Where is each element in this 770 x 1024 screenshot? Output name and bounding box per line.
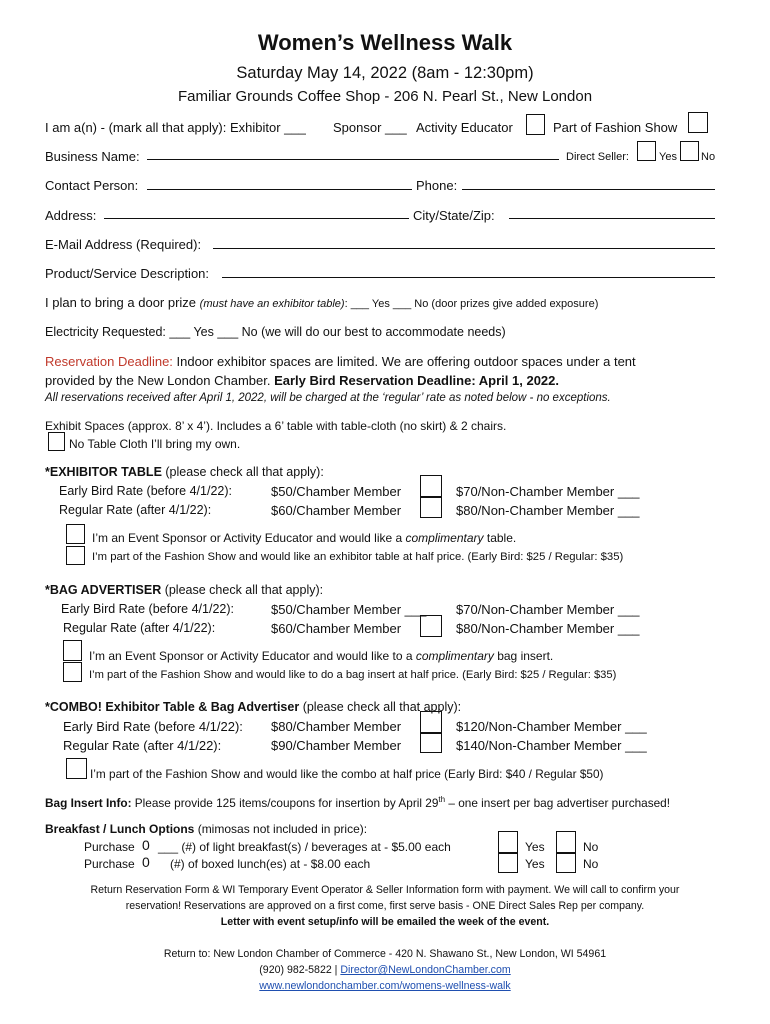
lunch-no-label: No bbox=[583, 857, 599, 871]
bag-early-non[interactable]: $70/Non-Chamber Member ___ bbox=[456, 602, 640, 617]
combo-early-label: Early Bird Rate (before 4/1/22): bbox=[63, 719, 243, 734]
exhibitor-early-non[interactable]: $70/Non-Chamber Member ___ bbox=[456, 484, 640, 499]
bag-sponsor-text: I’m an Event Sponsor or Activity Educator and would like to a bbox=[89, 649, 416, 663]
role-label: I am a(n) - (mark all that apply): Exhibitor ___ bbox=[45, 120, 306, 135]
direct-seller-no-checkbox[interactable] bbox=[680, 141, 699, 161]
electricity-line[interactable]: Electricity Requested: ___ Yes ___ No (we will do our best to accommodate needs) bbox=[45, 325, 506, 339]
contact-label: Contact Person: bbox=[45, 178, 139, 193]
breakfast-qty[interactable]: 0 bbox=[142, 837, 150, 853]
bag-advertiser-note: (please check all that apply): bbox=[161, 583, 324, 597]
reservation-provided-text: provided by the New London Chamber. bbox=[45, 373, 275, 388]
bag-advertiser-title: *BAG ADVERTISER bbox=[45, 583, 162, 597]
bag-sponsor-end: bag insert. bbox=[493, 649, 554, 663]
bag-regular-non[interactable]: $80/Non-Chamber Member ___ bbox=[456, 621, 640, 636]
no-tablecloth-label: No Table Cloth I’ll bring my own. bbox=[69, 437, 241, 451]
combo-title: *COMBO! Exhibitor Table & Bag Advertiser bbox=[45, 700, 300, 714]
product-label: Product/Service Description: bbox=[45, 266, 210, 281]
contact-input[interactable] bbox=[147, 177, 412, 190]
door-prize-note: (must have an exhibitor table) bbox=[199, 298, 345, 310]
breakfast-heading bbox=[45, 822, 367, 836]
chamber-email-link[interactable]: Director@NewLondonChamber.com bbox=[340, 964, 511, 976]
bag-advertiser-heading bbox=[45, 583, 323, 597]
combo-early-member-checkbox[interactable] bbox=[420, 711, 442, 733]
footer-line-1: Return Reservation Form & WI Temporary Event Operator & Seller Information form with payment. We will call to confirm your bbox=[90, 884, 680, 896]
combo-fashion-checkbox[interactable] bbox=[66, 758, 87, 779]
exhibitor-regular-non[interactable]: $80/Non-Chamber Member ___ bbox=[456, 503, 640, 518]
direct-seller-label: Direct Seller: bbox=[566, 151, 629, 163]
lunch-yes-checkbox[interactable] bbox=[498, 853, 518, 873]
bag-regular-member-checkbox[interactable] bbox=[420, 615, 442, 637]
bag-sponsor-checkbox[interactable] bbox=[63, 640, 82, 661]
footer-line-3: Letter with event setup/info will be emailed the week of the event. bbox=[220, 916, 550, 928]
breakfast-yes-label: Yes bbox=[525, 840, 545, 854]
exhibitor-early-label: Early Bird Rate (before 4/1/22): bbox=[59, 484, 232, 498]
lunch-purchase-label: Purchase bbox=[84, 857, 135, 871]
educator-checkbox[interactable] bbox=[526, 114, 545, 135]
breakfast-no-label: No bbox=[583, 840, 599, 854]
return-address: Return to: New London Chamber of Commerce - 420 N. Shawano St., New London, WI 54961 bbox=[163, 948, 607, 960]
fashion-checkbox[interactable] bbox=[688, 112, 708, 133]
lunch-qty[interactable]: 0 bbox=[142, 854, 150, 870]
bag-insert-text-end: – one insert per bag advertiser purchased! bbox=[445, 795, 671, 810]
direct-seller-yes-checkbox[interactable] bbox=[637, 141, 656, 161]
bag-insert-sup: th bbox=[438, 795, 446, 804]
lunch-yes-label: Yes bbox=[525, 857, 545, 871]
exhibitor-early-member-checkbox[interactable] bbox=[420, 475, 442, 497]
bag-fashion-line: I’m part of the Fashion Show and would like to do a bag insert at half price. (Early Bird: $25 / Regular: $35) bbox=[89, 669, 617, 681]
footer-line-2: reservation! Reservations are approved on a first come, first serve basis - ONE Direct Sales Rep per company. bbox=[125, 900, 645, 912]
email-label: E-Mail Address (Required): bbox=[45, 237, 202, 252]
combo-heading bbox=[45, 700, 461, 714]
reservation-line-2 bbox=[45, 373, 559, 388]
direct-seller-no-label: No bbox=[701, 151, 716, 163]
event-location: Familiar Grounds Coffee Shop - 206 N. Pearl St., New London bbox=[177, 88, 593, 105]
educator-option: Activity Educator bbox=[416, 120, 513, 135]
email-input[interactable] bbox=[213, 236, 715, 249]
reservation-note: All reservations received after April 1, 2022, will be charged at the ‘regular’ rate as noted below - no exceptions. bbox=[45, 392, 611, 404]
chamber-website-link[interactable]: www.newlondonchamber.com/womens-wellness-walk bbox=[259, 980, 511, 992]
breakfast-note: (mimosas not included in price): bbox=[194, 822, 368, 836]
phone-label: Phone: bbox=[416, 178, 458, 193]
early-bird-deadline: Early Bird Reservation Deadline: April 1, 2022. bbox=[274, 373, 560, 388]
business-input[interactable] bbox=[147, 147, 559, 160]
exhibitor-sponsor-complimentary: complimentary bbox=[405, 531, 484, 545]
page-title: Women’s Wellness Walk bbox=[257, 30, 513, 55]
breakfast-title: Breakfast / Lunch Options bbox=[45, 822, 195, 836]
combo-regular-label: Regular Rate (after 4/1/22): bbox=[63, 738, 222, 753]
exhibitor-fashion-line: I’m part of the Fashion Show and would like an exhibitor table at half price. (Early Bird: $25 / Regular: $35) bbox=[92, 551, 624, 563]
door-prize-options[interactable]: : ___ Yes ___ No (door prizes give added exposure) bbox=[344, 298, 599, 310]
lunch-item: (#) of boxed lunch(es) at - $8.00 each bbox=[170, 857, 371, 871]
bag-fashion-checkbox[interactable] bbox=[63, 662, 82, 682]
exhibitor-table-heading bbox=[45, 465, 324, 479]
chamber-phone: (920) 982-5822 | bbox=[259, 964, 341, 976]
reservation-line-1 bbox=[45, 354, 636, 369]
city-input[interactable] bbox=[509, 206, 715, 219]
combo-fashion-line: I’m part of the Fashion Show and would like the combo at half price (Early Bird: $40 / Regular $50) bbox=[90, 767, 604, 781]
exhibitor-sponsor-end: table. bbox=[483, 531, 517, 545]
exhibitor-regular-member: $60/Chamber Member bbox=[271, 503, 402, 518]
reservation-deadline-text: Indoor exhibitor spaces are limited. We are offering outdoor spaces under a tent bbox=[172, 354, 636, 369]
product-input[interactable] bbox=[222, 265, 715, 278]
sponsor-option: Sponsor ___ bbox=[333, 120, 407, 135]
bag-sponsor-line bbox=[89, 649, 553, 663]
bag-regular-member: $60/Chamber Member bbox=[271, 621, 402, 636]
door-prize-line bbox=[45, 295, 598, 310]
fashion-option: Part of Fashion Show bbox=[553, 120, 678, 135]
contact-line bbox=[0, 964, 770, 976]
exhibitor-regular-member-checkbox[interactable] bbox=[420, 497, 442, 518]
combo-regular-member-checkbox[interactable] bbox=[420, 733, 442, 753]
breakfast-yes-checkbox[interactable] bbox=[498, 831, 518, 853]
door-prize-lead: I plan to bring a door prize bbox=[45, 295, 200, 310]
exhibitor-table-title: *EXHIBITOR TABLE bbox=[45, 465, 162, 479]
exhibitor-regular-label: Regular Rate (after 4/1/22): bbox=[59, 503, 212, 517]
combo-regular-non[interactable]: $140/Non-Chamber Member ___ bbox=[456, 738, 647, 753]
address-input[interactable] bbox=[104, 206, 409, 219]
exhibitor-sponsor-text: I’m an Event Sponsor or Activity Educator and would like a bbox=[92, 531, 406, 545]
exhibitor-sponsor-line bbox=[92, 531, 516, 545]
reservation-deadline-label: Reservation Deadline: bbox=[45, 354, 173, 369]
combo-early-member: $80/Chamber Member bbox=[271, 719, 402, 734]
bag-insert-label: Bag Insert Info: bbox=[45, 795, 132, 810]
exhibitor-early-member: $50/Chamber Member bbox=[271, 484, 402, 499]
exhibitor-sponsor-checkbox[interactable] bbox=[66, 524, 85, 544]
no-tablecloth-checkbox[interactable] bbox=[48, 432, 65, 451]
breakfast-purchase-label: Purchase bbox=[84, 840, 135, 854]
exhibitor-table-note: (please check all that apply): bbox=[161, 465, 324, 479]
bag-regular-label: Regular Rate (after 4/1/22): bbox=[63, 621, 216, 635]
business-label: Business Name: bbox=[45, 149, 140, 164]
bag-insert-info bbox=[45, 795, 670, 810]
event-date: Saturday May 14, 2022 (8am - 12:30pm) bbox=[236, 64, 534, 82]
bag-early-label: Early Bird Rate (before 4/1/22): bbox=[61, 602, 234, 616]
exhibit-spaces-desc: Exhibit Spaces (approx. 8’ x 4’). Includes a 6’ table with table-cloth (no skirt) & 2 chairs. bbox=[45, 419, 507, 433]
lunch-no-checkbox[interactable] bbox=[556, 853, 576, 873]
bag-early-member[interactable]: $50/Chamber Member ___ bbox=[271, 602, 427, 617]
phone-input[interactable] bbox=[462, 177, 715, 190]
combo-note: (please check all that apply): bbox=[299, 700, 462, 714]
bag-sponsor-complimentary: complimentary bbox=[415, 649, 494, 663]
breakfast-item: ___ (#) of light breakfast(s) / beverages at - $5.00 each bbox=[158, 840, 451, 854]
combo-early-non[interactable]: $120/Non-Chamber Member ___ bbox=[456, 719, 647, 734]
bag-insert-text: Please provide 125 items/coupons for insertion by April 29 bbox=[131, 795, 439, 810]
exhibitor-fashion-checkbox[interactable] bbox=[66, 546, 85, 565]
breakfast-no-checkbox[interactable] bbox=[556, 831, 576, 853]
website-line bbox=[0, 980, 770, 992]
combo-regular-member: $90/Chamber Member bbox=[271, 738, 402, 753]
city-label: City/State/Zip: bbox=[413, 208, 495, 223]
direct-seller-yes-label: Yes bbox=[659, 151, 677, 163]
address-label: Address: bbox=[45, 208, 97, 223]
